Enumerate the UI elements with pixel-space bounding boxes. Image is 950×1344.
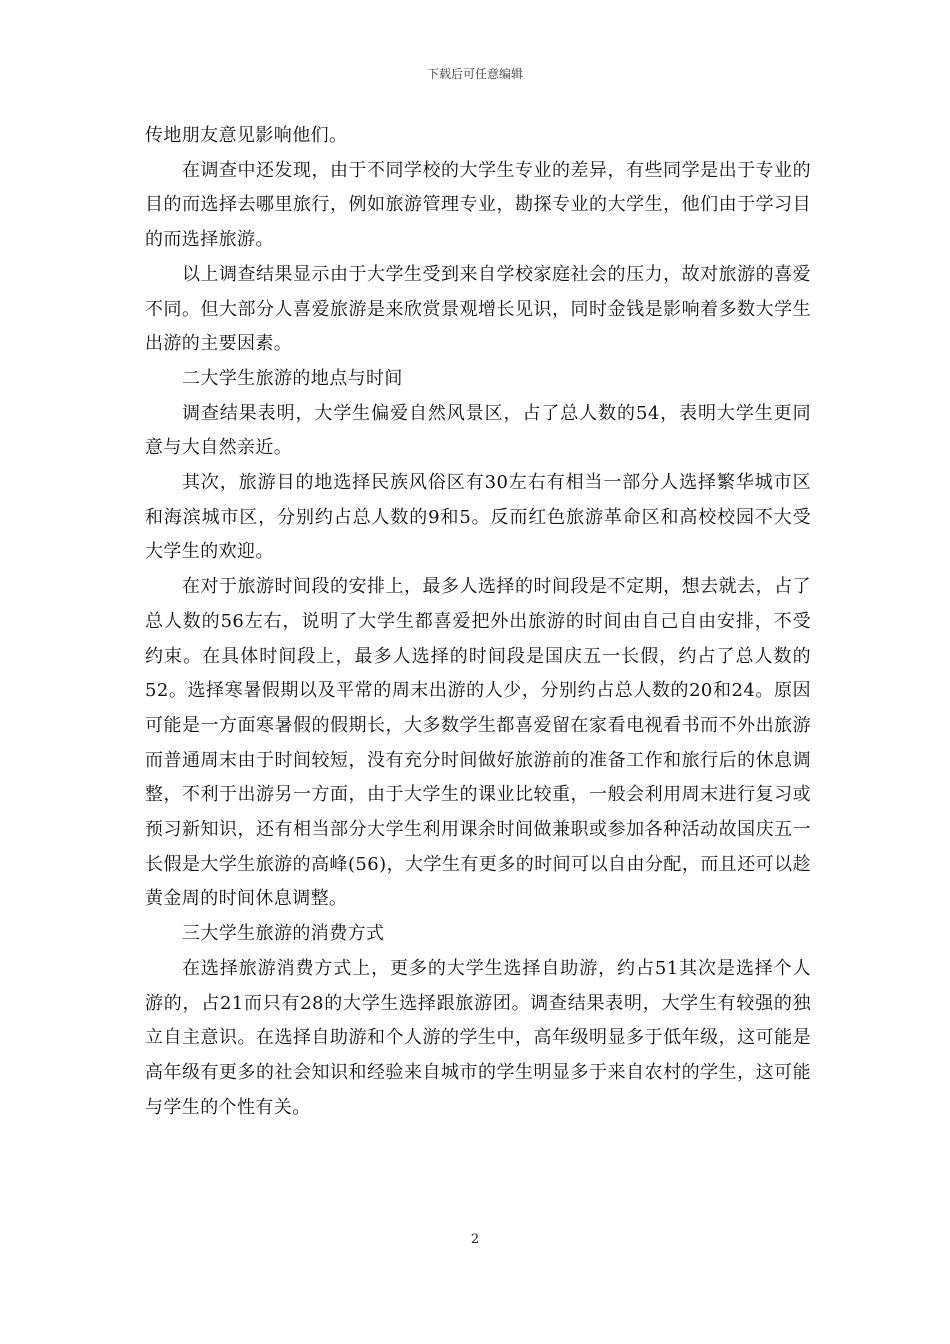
section-heading-consumption: 三大学生旅游的消费方式 [182, 923, 385, 945]
paragraph-scenic-preference: 调查结果表明，大学生偏爱自然风景区，占了总人数的54，表明大学生更同意与大自然亲近。 [145, 402, 811, 459]
paragraph-major-difference: 在调查中还发现，由于不同学校的大学生专业的差异，有些同学是出于专业的目的而选择去哪里旅行，例如旅游管理专业，勘探专业的大学生，他们由于学习目的而选择旅游。 [145, 159, 811, 251]
paragraph-survey-conclusion: 以上调查结果显示由于大学生受到来自学校家庭社会的压力，故对旅游的喜爱不同。但大部分人喜爱旅游是来欣赏景观增长见识，同时金钱是影响着多数大学生出游的主要因素。 [145, 263, 811, 355]
paragraph-consumption-mode: 在选择旅游消费方式上，更多的大学生选择自助游，约占51其次是选择个人游的，占21而只有28的大学生选择跟旅游团。调查结果表明，大学生有较强的独立自主意识。在选择自助游和个人游的学生中，高年级明显多于低年级，这可能是高年级有更多的社会知识和经验来自城市的学生明显多于来自农村的学生，这可能与学生的个性有关。 [145, 957, 811, 1118]
page-number: 2 [470, 1232, 480, 1247]
paragraph-destination-choice: 其次，旅游目的地选择民族风俗区有30左右有相当一部分人选择繁华城市区和海滨城市区，分别约占总人数的9和5。反而红色旅游革命区和高校校园不大受大学生的欢迎。 [145, 472, 811, 563]
page-header: 下载后可任意编辑 [426, 67, 523, 81]
paragraph-continuation: 传地朋友意见影响他们。 [145, 125, 348, 146]
paragraph-time-arrangement: 在对于旅游时间段的安排上，最多人选择的时间段是不定期，想去就去，占了总人数的56左右，说明了大学生都喜爱把外出旅游的时间由自己自由安排，不受约束。在具体时间段上，最多人选择的时间段是国庆五一长假，约占了总人数的52。选择寒暑假期以及平常的周末出游的人少，分别约占总人数的20和24。原因可能是一方面寒暑假的假期长，大多数学生都喜爱留在家看电视看书而不外出旅游而普通周末由于时间较短，没有充分时间做好旅游前的准备工作和旅行后的休息调整，不利于出游另一方面，由于大学生的课业比较重，一般会利用周末进行复习或预习新知识，还有相当部分大学生利用课余时间做兼职或参加各种活动故国庆五一长假是大学生旅游的高峰(56)，大学生有更多的时间可以自由分配，而且还可以趁黄金周的时间休息调整。 [145, 576, 811, 910]
document-body [145, 119, 811, 1125]
section-heading-location-time: 二大学生旅游的地点与时间 [182, 367, 403, 389]
